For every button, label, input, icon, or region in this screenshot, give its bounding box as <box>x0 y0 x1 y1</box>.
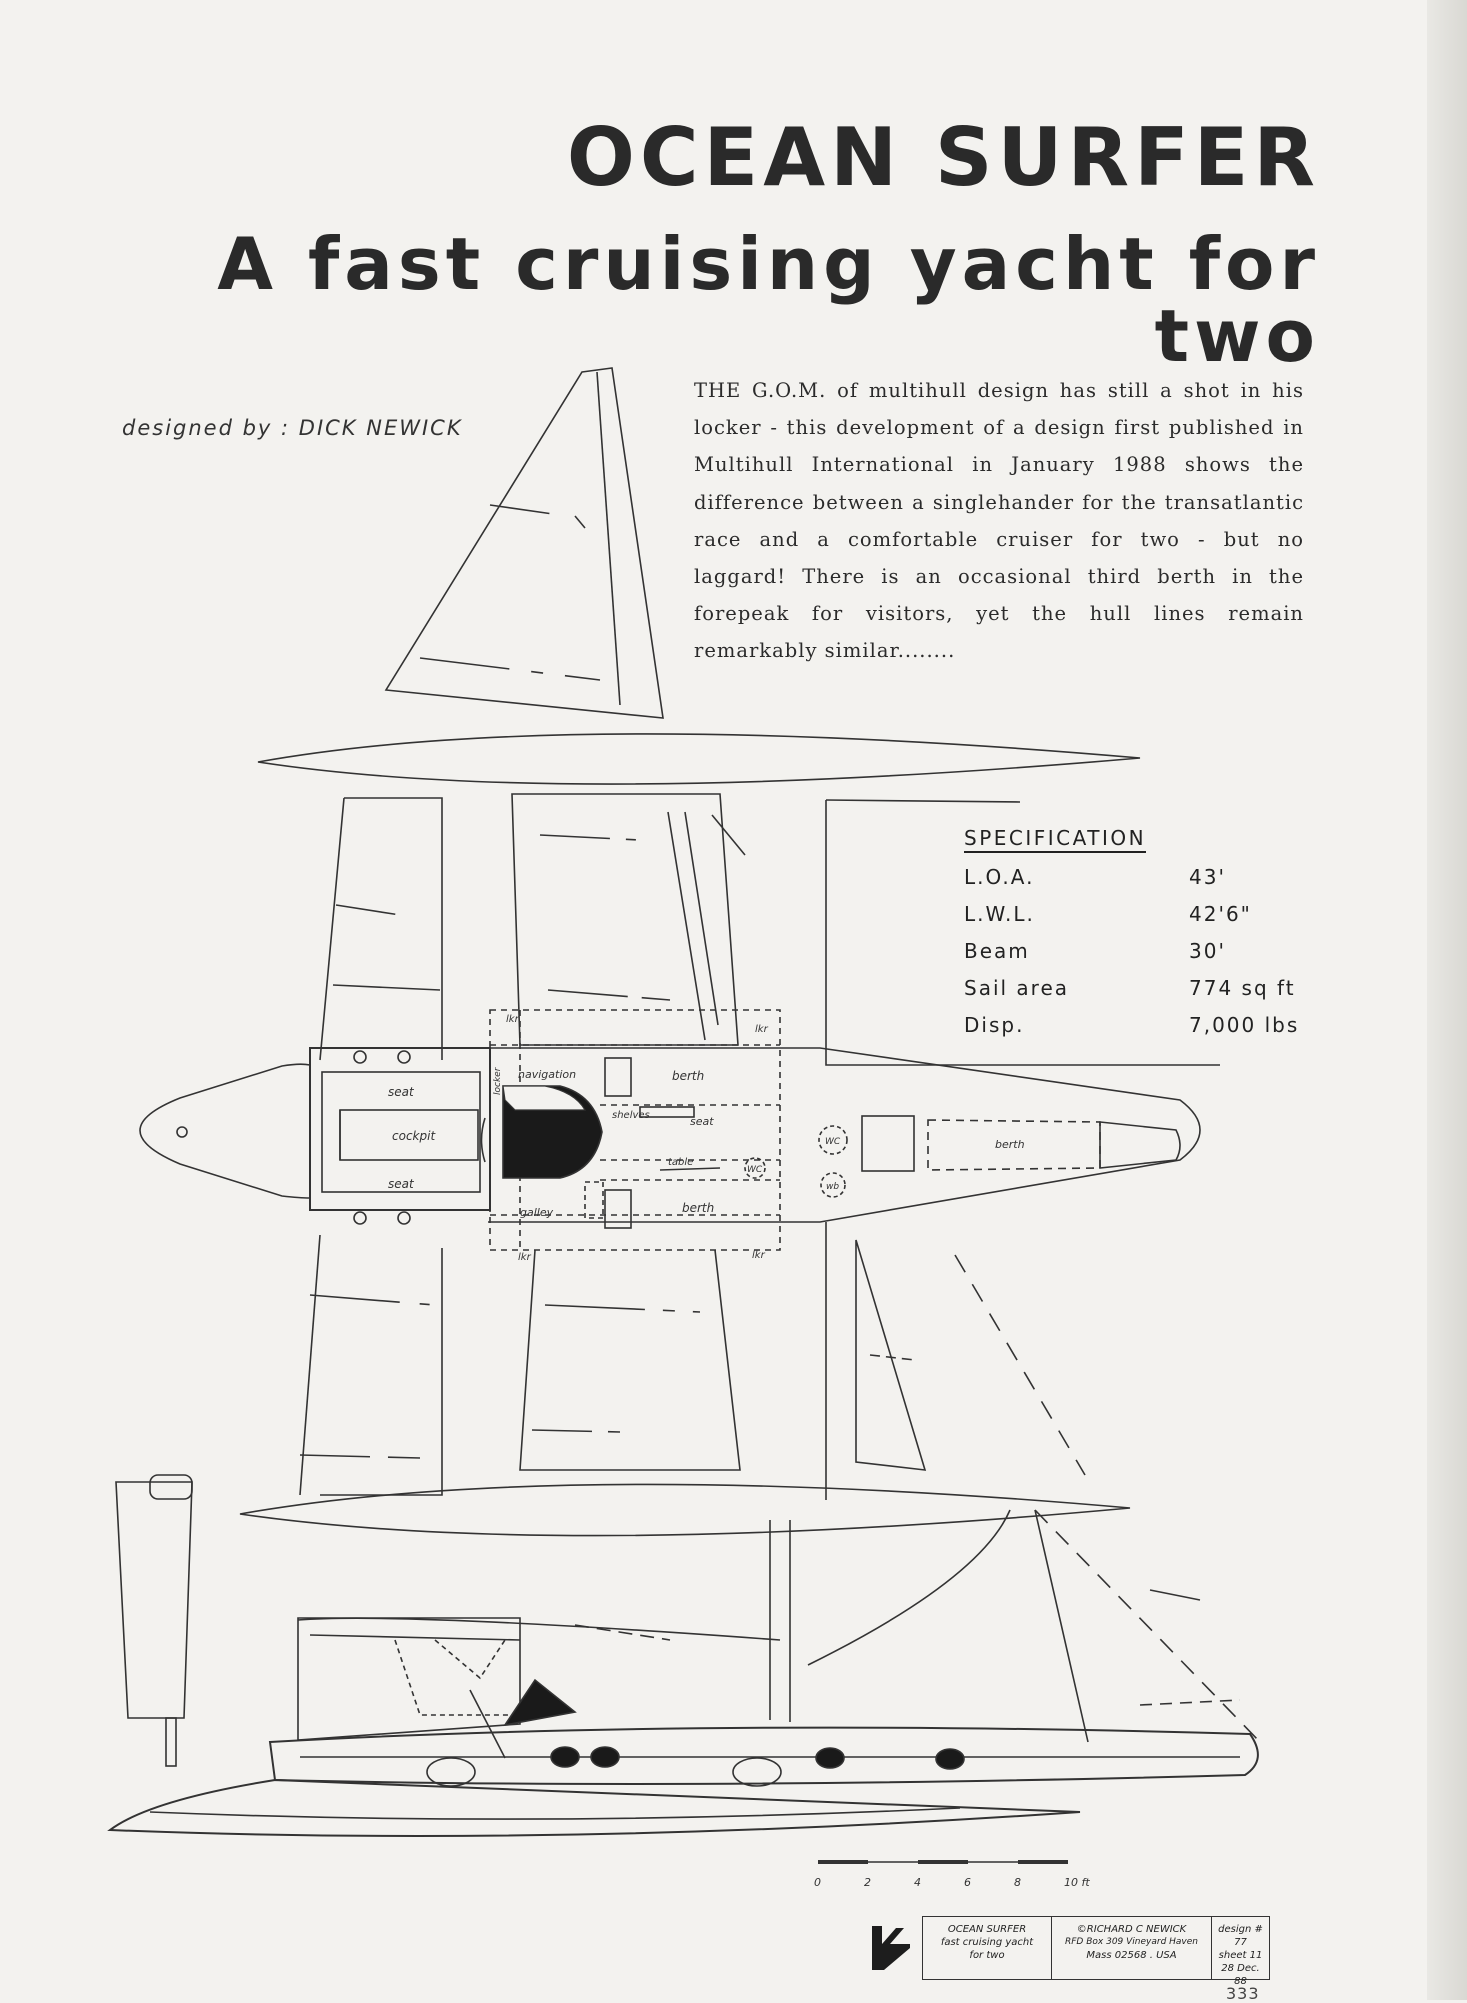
lower-float-outline <box>240 1484 1130 1535</box>
spec-label: L.O.A. <box>964 865 1035 889</box>
plan-label: cockpit <box>392 1129 436 1143</box>
spec-value: 43' <box>1189 865 1226 889</box>
spec-value: 30' <box>1189 939 1226 963</box>
plan-label: wb <box>826 1182 840 1192</box>
plan-label: seat <box>388 1177 414 1191</box>
page-number: 333 <box>1226 1984 1260 2003</box>
title-block-line: fast cruising yacht <box>940 1937 1034 1948</box>
upper-crossbeam-drawing <box>320 794 1220 1095</box>
article-subtitle: A fast cruising yacht for two <box>217 222 1320 378</box>
intro-paragraph: THE G.O.M. of multihull design has still a shot in his locker - this development of a design first published in Multihull International in January 1988 shows the difference between a singlehander for the transatlantic race and a comfortable cruiser for two - but no laggard! There is an occasional third berth in the forepeak for visitors, yet the hull lines remain remarkably similar........ <box>694 379 1304 663</box>
title-block-line: sheet 11 <box>1218 1950 1263 1961</box>
title-block-name <box>923 1917 1051 1979</box>
title-block-line: for two <box>969 1950 1005 1961</box>
drawing-title-block <box>922 1916 1270 1987</box>
plan-label: galley <box>520 1206 554 1219</box>
spec-label: Beam <box>964 939 1030 963</box>
title-block-design-no <box>1211 1917 1269 1987</box>
upper-float-outline <box>258 734 1140 784</box>
scale-tick-label: 8 <box>1014 1876 1021 1889</box>
scale-tick-label: 10 ft <box>1064 1876 1090 1889</box>
plan-label: shelves <box>612 1110 650 1121</box>
side-elevation-drawing <box>110 1500 1260 1836</box>
plan-label: lkr <box>506 1014 519 1025</box>
scale-tick-label: 4 <box>914 1876 921 1889</box>
title-block-line: OCEAN SURFER <box>947 1924 1027 1935</box>
plan-label: seat <box>690 1115 714 1128</box>
plan-label: lkr <box>518 1252 531 1263</box>
article-title: OCEAN SURFER <box>566 111 1320 204</box>
spec-label: Disp. <box>964 1013 1025 1037</box>
plan-label: table <box>668 1157 694 1168</box>
main-hull-plan <box>140 1010 1200 1250</box>
plan-label: WC <box>825 1137 841 1147</box>
plan-label: WC <box>747 1165 763 1175</box>
spec-value: 7,000 lbs <box>1189 1013 1300 1037</box>
newick-logo-icon <box>866 1918 916 1978</box>
title-block-line: 28 Dec. 88 <box>1221 1963 1260 1987</box>
title-block-address <box>1051 1917 1211 1979</box>
scale-tick-label: 0 <box>814 1876 821 1889</box>
scale-tick-label: 6 <box>964 1876 971 1889</box>
spec-label: Sail area <box>964 976 1070 1000</box>
title-block-line: ©RICHARD C NEWICK <box>1076 1924 1187 1935</box>
designer-byline: designed by : DICK NEWICK <box>122 416 463 440</box>
spec-value: 774 sq ft <box>1189 976 1296 1000</box>
title-block-line: RFD Box 309 Vineyard Haven <box>1065 1937 1198 1947</box>
lower-crossbeam-drawing <box>300 1222 1085 1500</box>
top-sail-drawing <box>386 368 663 718</box>
plan-label: locker <box>493 1067 503 1095</box>
scale-tick-label: 2 <box>864 1876 871 1889</box>
title-block-line: design # 77 <box>1218 1924 1263 1948</box>
title-block-line: Mass 02568 . USA <box>1086 1950 1177 1961</box>
specification-heading: SPECIFICATION <box>964 826 1146 853</box>
rudder-drawing <box>116 1475 192 1766</box>
spec-value: 42'6" <box>1189 902 1252 926</box>
plan-label: berth <box>995 1138 1025 1151</box>
plan-label: navigation <box>518 1068 577 1081</box>
plan-label: berth <box>682 1201 715 1215</box>
plan-label: berth <box>672 1069 705 1083</box>
spec-label: L.W.L. <box>964 902 1035 926</box>
plan-label: lkr <box>752 1250 765 1261</box>
plan-label: seat <box>388 1085 414 1099</box>
plan-label: lkr <box>755 1024 768 1035</box>
